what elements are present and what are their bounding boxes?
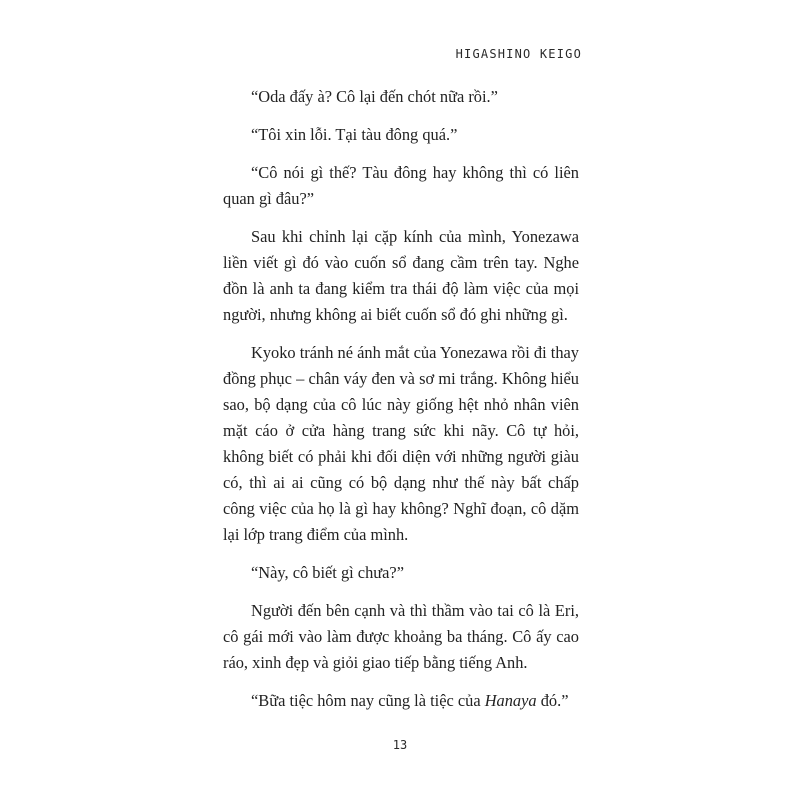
paragraph-2: “Tôi xin lỗi. Tại tàu đông quá.” bbox=[251, 125, 458, 144]
paragraph-7: Người đến bên cạnh và thì thầm vào tai cô là Eri, cô gái mới vào làm được khoảng ba tháng. Cô ấy cao ráo, xinh đẹp và giỏi giao tiếp bằng tiếng Anh. bbox=[223, 601, 579, 672]
running-head: HIGASHINO KEIGO bbox=[455, 47, 582, 61]
paragraph-4: Sau khi chỉnh lại cặp kính của mình, Yonezawa liền viết gì đó vào cuốn sổ đang cầm trên tay. Nghe đồn là anh ta đang kiểm tra thái độ làm việc của mọi người, nhưng không ai biết cuốn sổ đó ghi những gì. bbox=[223, 227, 579, 324]
paragraph-8 bbox=[223, 688, 579, 714]
paragraph-8-text-before: “Bữa tiệc hôm nay cũng là tiệc của bbox=[251, 691, 485, 710]
body-text bbox=[223, 84, 579, 726]
paragraph-1: “Oda đấy à? Cô lại đến chót nữa rồi.” bbox=[251, 87, 498, 106]
page-number: 13 bbox=[392, 738, 408, 752]
paragraph-3: “Cô nói gì thế? Tàu đông hay không thì có liên quan gì đâu?” bbox=[223, 163, 579, 208]
paragraph-8-italic-title: Hanaya bbox=[484, 691, 537, 710]
paragraph-5: Kyoko tránh né ánh mắt của Yonezawa rồi đi thay đồng phục – chân váy đen và sơ mi trắng. Không hiểu sao, bộ dạng của cô lúc này giống hệt nhỏ nhân viên mặt cáo ở cửa hàng trang sức khi nãy. Cô tự hỏi, không biết có phải khi đối diện với những người giàu có, thì ai ai cũng có bộ dạng như thế này bất chấp công việc của họ là gì hay không? Nghĩ đoạn, cô dặm lại lớp trang điểm của mình. bbox=[223, 343, 579, 544]
paragraph-6: “Này, cô biết gì chưa?” bbox=[251, 563, 404, 582]
paragraph-8-text-after: đó.” bbox=[536, 691, 569, 710]
